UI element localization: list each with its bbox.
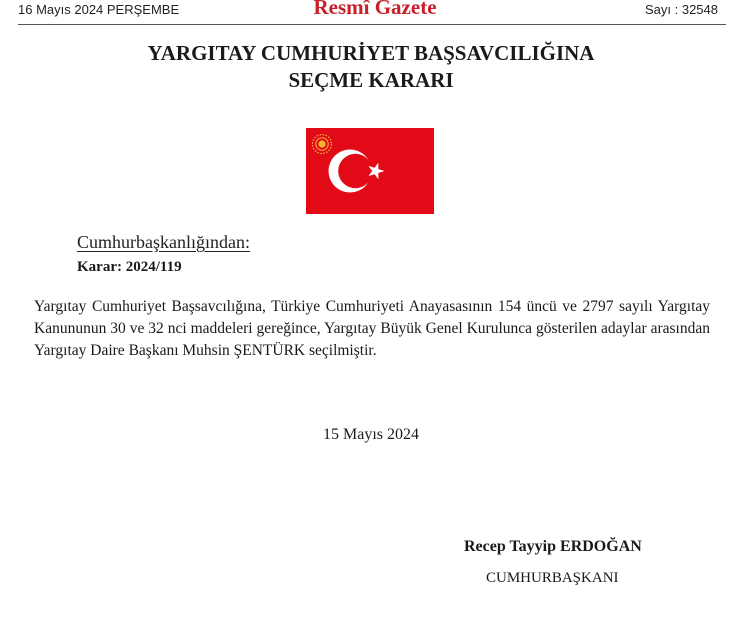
flag-graphic (306, 128, 434, 214)
signer-title: CUMHURBAŞKANI (486, 570, 619, 586)
crescent-inner (338, 154, 372, 188)
header-date: 16 Mayıs 2024 PERŞEMBE (18, 2, 180, 17)
decision-number: Karar: 2024/119 (77, 259, 182, 275)
signer-name: Recep Tayyip ERDOĞAN (464, 538, 642, 555)
gazette-title: Resmî Gazete (313, 0, 437, 19)
decision-body: Yargıtay Cumhuriyet Başsavcılığına, Türkiye Cumhuriyeti Anayasasının 154 üncü ve 2797 sayılı Yargıtay Kanununun 30 ve 32 nci maddeleri gereğince, Yargıtay Büyük Genel Kurulunca gösterilen adaylar arasından Yargıtay Daire Başkanı Muhsin ŞENTÜRK seçilmiştir. (34, 298, 710, 359)
issue-number: Sayı : 32548 (645, 2, 718, 17)
title-line-1: YARGITAY CUMHURİYET BAŞSAVCILIĞINA (147, 41, 595, 65)
issuing-authority: Cumhurbaşkanlığından: (77, 232, 250, 252)
turkish-flag-icon (306, 128, 434, 214)
gazette-header (0, 0, 750, 26)
presidential-seal-icon (313, 135, 332, 154)
document-title (0, 40, 742, 94)
signature-date: 15 Mayıs 2024 (323, 426, 419, 443)
title-line-2: SEÇME KARARI (288, 68, 454, 92)
header-divider (18, 24, 726, 25)
